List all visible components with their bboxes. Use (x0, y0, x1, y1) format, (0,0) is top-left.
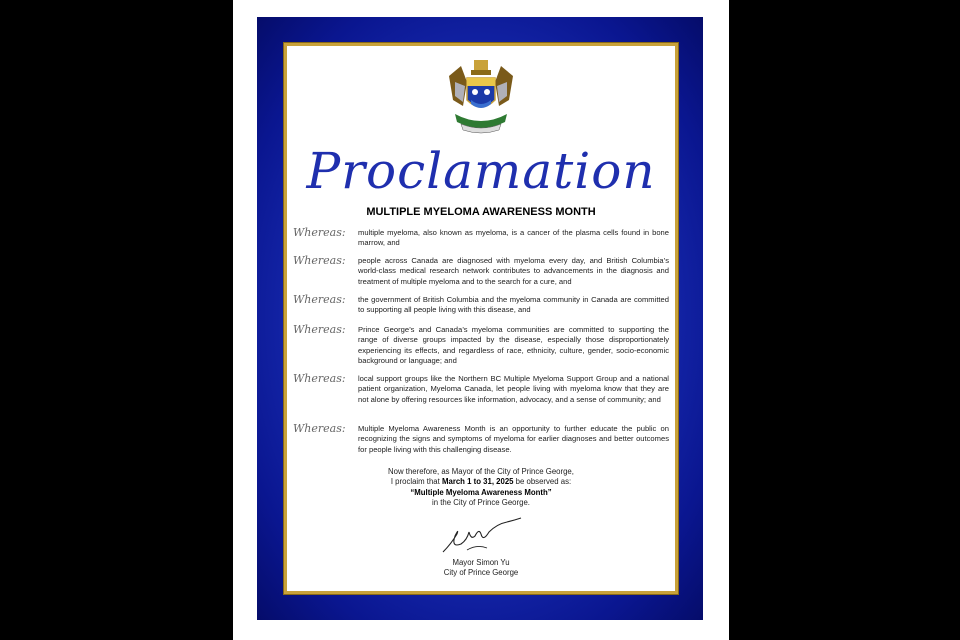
proclamation-subtitle: MULTIPLE MYELOMA AWARENESS MONTH (366, 206, 596, 218)
closing-line (287, 488, 675, 498)
whereas-label: Whereas: (293, 422, 346, 435)
closing-text: I proclaim that (390, 477, 442, 487)
signer-name: Mayor Simon Yu (452, 558, 510, 567)
whereas-label: Whereas: (293, 226, 346, 239)
closing-line: in the City of Prince George. (432, 498, 530, 508)
clause-text: Multiple Myeloma Awareness Month is an opportunity to further educate the public on recognizing the signs and symptoms of myeloma for earlier diagnoses and better outcomes for people living with this challenging disease. (358, 424, 669, 454)
clause-text: the government of British Columbia and the myeloma community in Canada are committed to supporting all people living with this disease, and (358, 295, 669, 315)
signature-icon (437, 514, 527, 556)
closing-statement (287, 467, 675, 509)
clause-text: local support groups like the Northern BC Multiple Myeloma Support Group and a national patient organization, Myeloma Canada, let people living with myeloma know that they are not alone by offering resources like information, advocacy, and a sense of community; and (358, 374, 669, 404)
proclamation-dates: March 1 to 31, 2025 (441, 477, 514, 487)
coat-of-arms-icon (445, 56, 517, 138)
signer-block (287, 558, 675, 579)
clause-text: people across Canada are diagnosed with myeloma every day, and British Columbia’s world-class medical research network contributes to advancements in the diagnosis and treatment of multiple myeloma and to the search for a cure, and (358, 256, 669, 286)
closing-text: be observed as: (513, 477, 572, 487)
whereas-label: Whereas: (293, 372, 346, 385)
observance-name: “Multiple Myeloma Awareness Month” (410, 487, 552, 497)
proclamation-content (287, 46, 675, 591)
proclamation-title: Proclamation (306, 142, 656, 200)
whereas-label: Whereas: (293, 323, 346, 336)
whereas-label: Whereas: (293, 293, 346, 306)
whereas-label: Whereas: (293, 254, 346, 267)
closing-line: Now therefore, as Mayor of the City of Prince George, (388, 467, 574, 476)
closing-line (287, 477, 675, 487)
signer-org: City of Prince George (443, 568, 519, 578)
clause-text: multiple myeloma, also known as myeloma, is a cancer of the plasma cells found in bone marrow, and (358, 228, 669, 248)
clause-text: Prince George’s and Canada’s myeloma communities are committed to supporting the range of diverse groups impacted by the disease, especially those disproportionately experiencing its effects, and regardless of race, ethnicity, culture, gender, socio-economic background or language; and (358, 325, 669, 365)
